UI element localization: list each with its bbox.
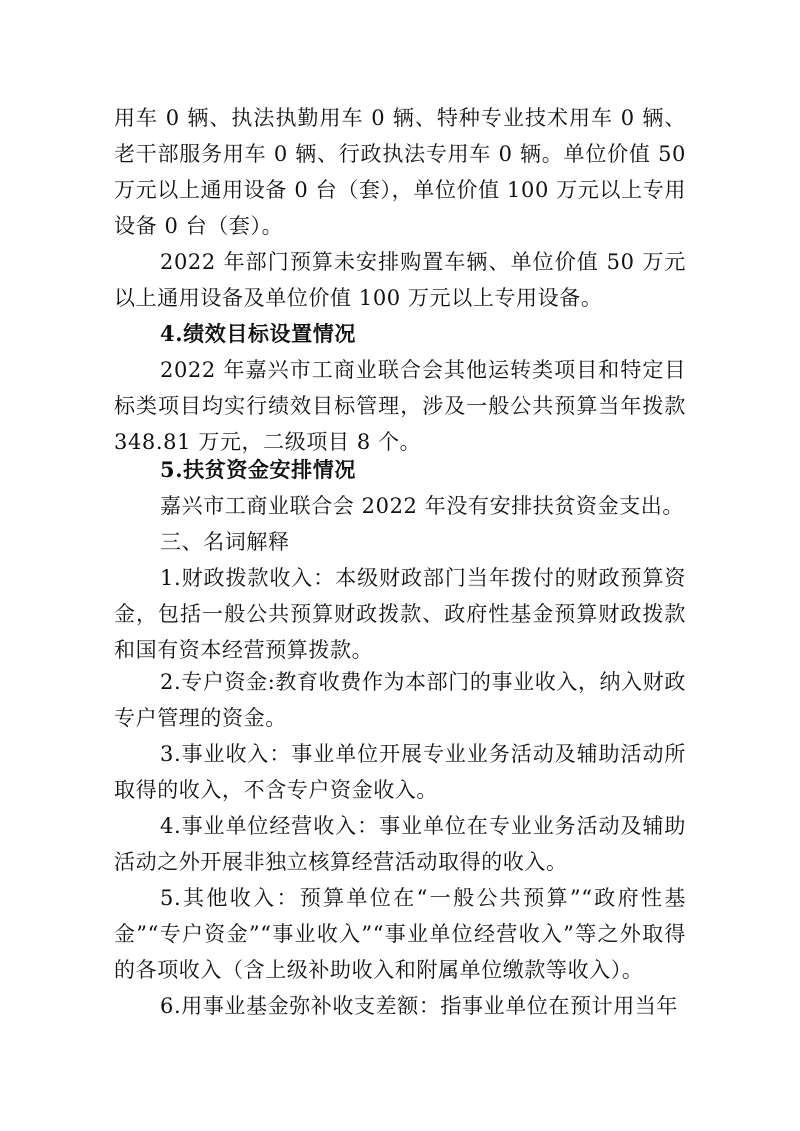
glossary-item-operating-income: 4.事业单位经营收入：事业单位在专业业务活动及辅助活动之外开展非独立核算经营活动取得的收入。 — [114, 814, 686, 874]
glossary-item-special-account-funds: 2.专户资金:教育收费作为本部门的事业收入，纳入财政专户管理的资金。 — [114, 670, 686, 730]
paragraph-vehicle-count: 用车 0 辆、执法执勤用车 0 辆、特种专业技术用车 0 辆、老干部服务用车 0 辆、行政执法专用车 0 辆。单位价值 50 万元以上通用设备 0 台（套），单位价值 100 万元以上专用设备 0 台（套）。 — [114, 106, 686, 238]
glossary-item-fiscal-appropriation: 1.财政拨款收入：本级财政部门当年拨付的财政预算资金，包括一般公共预算财政拨款、政府性基金预算财政拨款和国有资本经营预算拨款。 — [114, 566, 686, 662]
heading-performance-goals: 4.绩效目标设置情况 — [160, 321, 356, 346]
paragraph-no-purchase: 2022 年部门预算未安排购置车辆、单位价值 50 万元以上通用设备及单位价值 100 万元以上专用设备。 — [114, 250, 686, 310]
glossary-item-business-fund: 6.用事业基金弥补收支差额：指事业单位在预计用当年 — [160, 994, 679, 1018]
glossary-item-business-income: 3.事业收入：事业单位开展专业业务活动及辅助活动所取得的收入，不含专户资金收入。 — [114, 742, 686, 802]
heading-glossary: 三、名词解释 — [160, 530, 290, 554]
glossary-item-other-income: 5.其他收入：预算单位在“一般公共预算”“政府性基金”“专户资金”“事业收入”“事业单位经营收入”等之外取得的各项收入（含上级补助收入和附属单位缴款等收入）。 — [114, 886, 686, 982]
paragraph-poverty-funds: 嘉兴市工商业联合会 2022 年没有安排扶贫资金支出。 — [160, 494, 684, 518]
paragraph-performance-goals: 2022 年嘉兴市工商业联合会其他运转类项目和特定目标类项目均实行绩效目标管理，涉及一般公共预算当年拨款 348.81 万元，二级项目 8 个。 — [114, 358, 686, 454]
heading-poverty-funds: 5.扶贫资金安排情况 — [160, 457, 356, 482]
